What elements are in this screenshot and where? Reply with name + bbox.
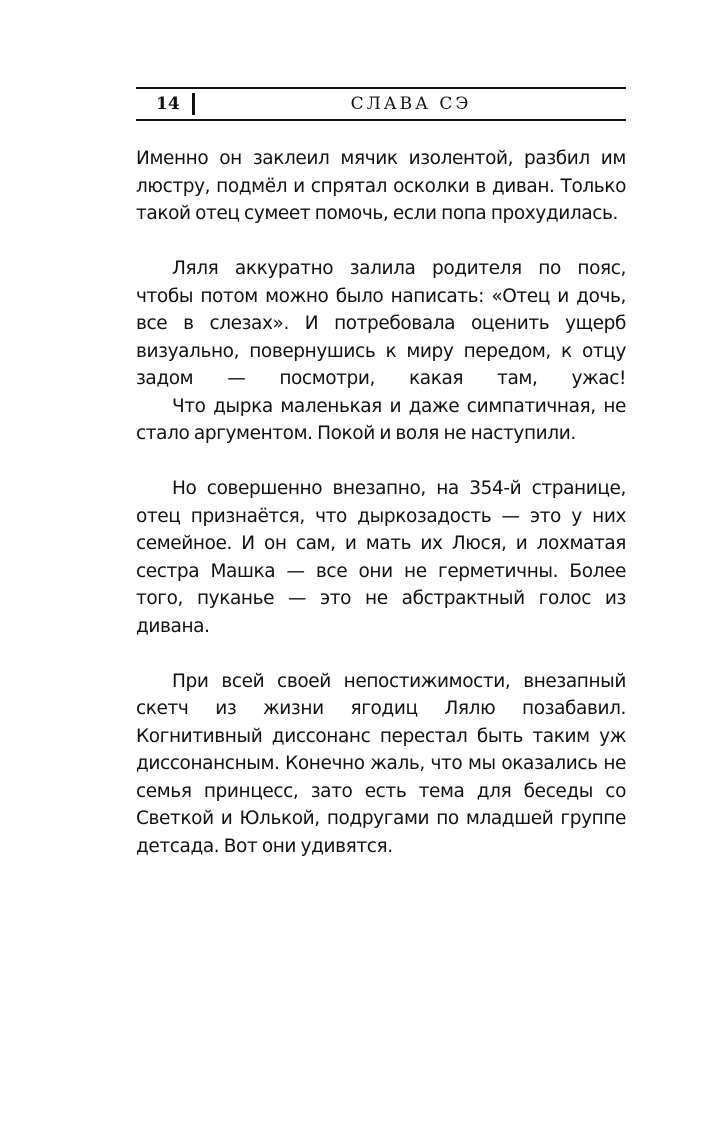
header-divider <box>192 93 195 115</box>
paragraph-2: Ляля аккуратно залила родителя по пояс, чтобы потом можно было написать: «Отец и дочь, все в слезах». И потребовала оценить ущерб визуально, повернушись к миру передом, к отцу задом — посмотри, какая там, ужас! <box>136 258 626 389</box>
running-head <box>136 87 626 121</box>
paragraph-3: Что дырка маленькая и даже симпатичная, не стало аргументом. Покой и воля не наступили. <box>136 395 626 444</box>
page-number: 14 <box>156 94 180 114</box>
paragraph-5: При всей своей непостижимости, внезапный скетч из жизни ягодиц Лялю позабавил. Когнитивный диссонанс перестал быть таким уж диссонансным. Конечно жаль, что мы оказались не семья принцесс, зато есть тема для беседы со Светкой и Юлькой, подругами по младшей группе детсада. Вот они удивятся. <box>136 670 626 857</box>
paragraph-1: Именно он заклеил мячик изолентой, разбил им люстру, подмёл и спрятал осколки в диван. Только такой отец сумеет помочь, если попа прохудилась. <box>136 148 626 224</box>
paragraph-4: Но совершенно внезапно, на 354-й странице, отец признаётся, что дыркозадость — это у них семейное. И он сам, и мать их Люся, и лохматая сестра Машка — все они не герметичны. Более того, пуканье — это не абстрактный голос из дивана. <box>136 478 626 637</box>
running-title: СЛАВА СЭ <box>350 94 472 114</box>
text-body <box>136 145 626 860</box>
